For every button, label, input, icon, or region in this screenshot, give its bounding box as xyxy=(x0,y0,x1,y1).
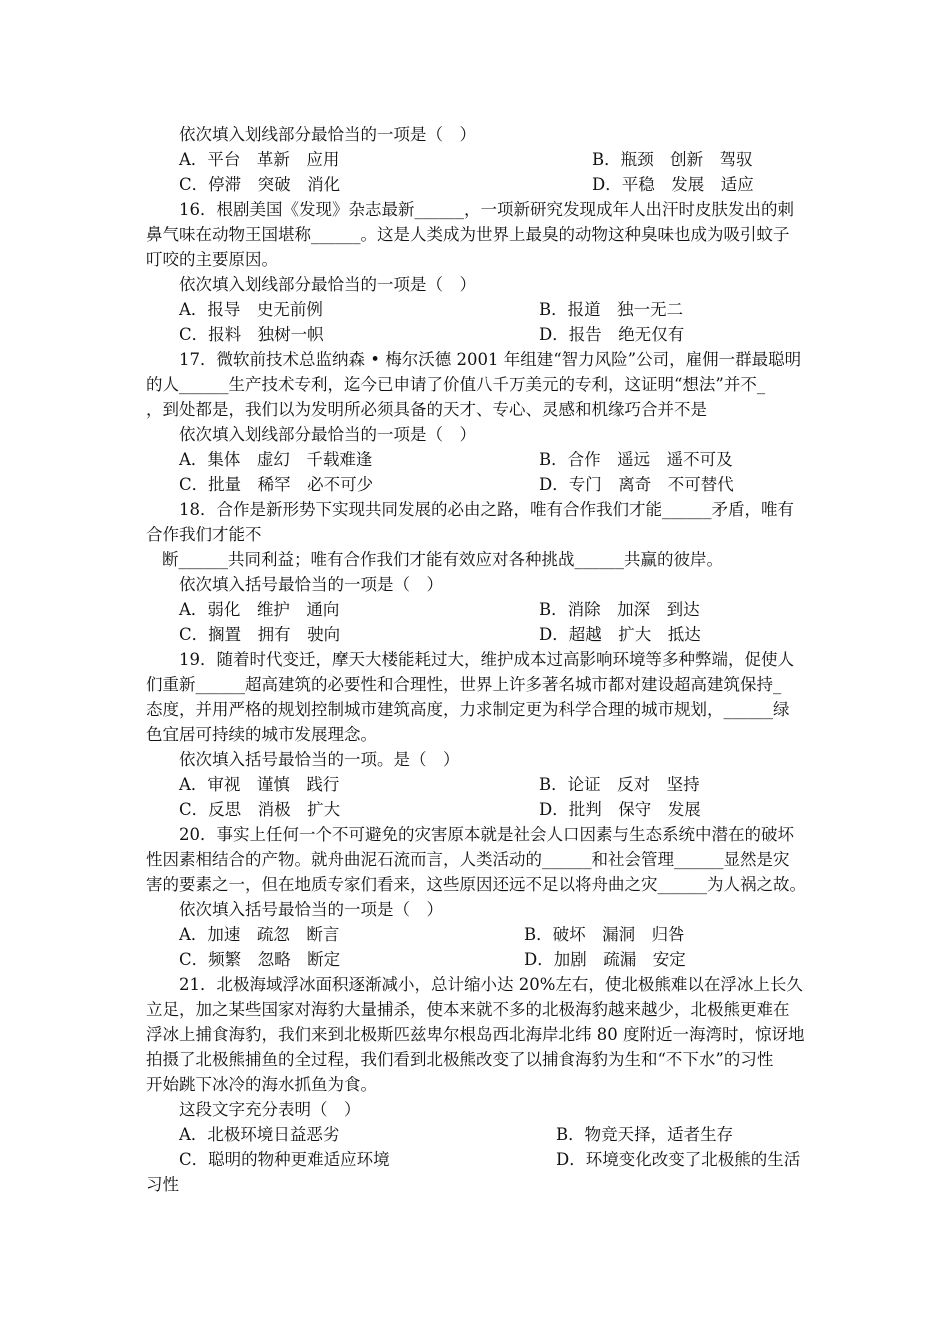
q21-stem-line-2: 立足，加之某些国家对海豹大量捕杀，使本来就不多的北极海豹越来越少，北极熊更难在 xyxy=(146,1000,790,1019)
q20-stem-line-1: 20．事实上任何一个不可避免的灾害原本就是社会人口因素与生态系统中潜在的破坏 xyxy=(179,825,794,844)
q17-option-b: B．合作 遥远 遥不可及 xyxy=(539,450,733,469)
q21-stem-line-3: 浮冰上捕食海豹，我们来到北极斯匹兹卑尔根岛西北海岸北纬 80 度附近一海湾时，惊讶地 xyxy=(146,1025,805,1044)
q15-option-b: B．瓶颈 创新 驾驭 xyxy=(592,150,753,169)
q21-stem-line-5: 开始跳下冰冷的海水抓鱼为食。 xyxy=(146,1075,377,1094)
q19-options-row-2 xyxy=(146,797,814,822)
q17-option-a: A．集体 虚幻 千载难逢 xyxy=(179,450,373,469)
q18-option-c: C．搁置 拥有 驶向 xyxy=(179,625,341,644)
q21-options-row-1 xyxy=(146,1122,814,1147)
q19-option-b: B．论证 反对 坚持 xyxy=(539,775,700,794)
q17-options-row-2 xyxy=(146,472,814,497)
q15-options-row-1 xyxy=(146,147,814,172)
q15-options-row-2 xyxy=(146,172,814,197)
q17-option-c: C．批量 稀罕 必不可少 xyxy=(179,475,374,494)
q19-option-a: A．审视 谨慎 践行 xyxy=(179,775,340,794)
q18-prompt: 依次填入括号最恰当的一项是（ ） xyxy=(179,575,443,594)
q16-option-b: B．报道 独一无二 xyxy=(539,300,684,319)
q19-stem-line-3: 态度，并用严格的规划控制城市建筑高度，力求制定更为科学合理的城市规划，______绿 xyxy=(146,700,790,719)
q17-stem-line-1: 17．微软前技术总监纳森 • 梅尔沃德 2001 年组建“智力风险”公司，雇佣一群最聪明 xyxy=(179,350,802,369)
q21-option-b: B．物竞天择，适者生存 xyxy=(556,1125,734,1144)
q18-option-d: D．超越 扩大 抵达 xyxy=(539,625,701,644)
q18-option-b: B．消除 加深 到达 xyxy=(539,600,700,619)
q17-prompt: 依次填入划线部分最恰当的一项是（ ） xyxy=(179,425,476,444)
q16-options-row-1 xyxy=(146,297,814,322)
q20-prompt: 依次填入括号最恰当的一项是（ ） xyxy=(179,900,443,919)
q15-prompt: 依次填入划线部分最恰当的一项是（ ） xyxy=(179,125,476,144)
q16-option-d: D．报告 绝无仅有 xyxy=(539,325,685,344)
q19-options-row-1 xyxy=(146,772,814,797)
q19-stem-line-1: 19．随着时代变迁，摩天大楼能耗过大，维护成本过高影响环境等多种弊端，促使人 xyxy=(179,650,794,669)
q15-option-d: D．平稳 发展 适应 xyxy=(592,175,754,194)
q17-stem-line-3: ，到处都是，我们以为发明所必须具备的天才、专心、灵感和机缘巧合并不是 xyxy=(146,400,707,419)
q20-option-b: B．破坏 漏洞 归咎 xyxy=(524,925,685,944)
q20-option-c: C．频繁 忽略 断定 xyxy=(179,950,341,969)
q18-stem-line-3: 断______共同利益；唯有合作我们才能有效应对各种挑战______共赢的彼岸。 xyxy=(162,550,723,569)
q18-stem-line-1: 18．合作是新形势下实现共同发展的必由之路，唯有合作我们才能______矛盾，唯有 xyxy=(179,500,794,519)
q20-option-a: A．加速 疏忽 断言 xyxy=(179,925,340,944)
q16-option-c: C．报料 独树一帜 xyxy=(179,325,324,344)
q16-stem-line-3: 叮咬的主要原因。 xyxy=(146,250,278,269)
q16-stem-line-1: 16．根剧美国《发现》杂志最新______，一项新研究发现成年人出汗时皮肤发出的刺 xyxy=(179,200,794,219)
q21-option-a: A．北极环境日益恶劣 xyxy=(179,1125,340,1144)
q21-option-d: D．环境变化改变了北极熊的生活 xyxy=(556,1150,801,1169)
q19-stem-line-4: 色宜居可持续的城市发展理念。 xyxy=(146,725,377,744)
q17-stem-line-2: 的人______生产技术专利，迄今已申请了价值八千万美元的专利，这证明“想法”并不_ xyxy=(146,375,766,394)
q20-stem-line-2: 性因素相结合的产物。就舟曲泥石流而言，人类活动的______和社会管理______显然是灾 xyxy=(146,850,790,869)
q19-option-d: D．批判 保守 发展 xyxy=(539,800,701,819)
q19-stem-line-2: 们重新______超高建筑的必要性和合理性，世界上许多著名城市都对建设超高建筑保持_ xyxy=(146,675,782,694)
q21-option-d-continued: 习性 xyxy=(146,1175,179,1194)
document-body xyxy=(146,122,814,1197)
q18-options-row-1 xyxy=(146,597,814,622)
q16-option-a: A．报导 史无前例 xyxy=(179,300,323,319)
q20-options-row-1 xyxy=(146,922,814,947)
q19-prompt: 依次填入括号最恰当的一项。是（ ） xyxy=(179,750,460,769)
q21-stem-line-4: 拍摄了北极熊捕鱼的全过程，我们看到北极熊改变了以捕食海豹为生和“不下水”的习性 xyxy=(146,1050,774,1069)
q15-option-c: C．停滞 突破 消化 xyxy=(179,175,341,194)
q20-option-d: D．加剧 疏漏 安定 xyxy=(524,950,686,969)
q16-prompt: 依次填入划线部分最恰当的一项是（ ） xyxy=(179,275,476,294)
q16-stem-line-2: 鼻气味在动物王国堪称______。这是人类成为世界上最臭的动物这种臭味也成为吸引蚊子 xyxy=(146,225,790,244)
q18-option-a: A．弱化 维护 通向 xyxy=(179,600,340,619)
q21-option-c: C．聪明的物种更难适应环境 xyxy=(179,1150,390,1169)
q21-prompt: 这段文字充分表明（ ） xyxy=(179,1100,361,1119)
q15-option-a: A．平台 革新 应用 xyxy=(179,150,340,169)
q16-options-row-2 xyxy=(146,322,814,347)
q20-stem-line-3: 害的要素之一，但在地质专家们看来，这些原因还远不足以将舟曲之灾______为人祸之故。 xyxy=(146,875,806,894)
q18-stem-line-2: 合作我们才能不 xyxy=(146,525,262,544)
q17-option-d: D．专门 离奇 不可替代 xyxy=(539,475,734,494)
q18-options-row-2 xyxy=(146,622,814,647)
q20-options-row-2 xyxy=(146,947,814,972)
q19-option-c: C．反思 消极 扩大 xyxy=(179,800,341,819)
q17-options-row-1 xyxy=(146,447,814,472)
q21-options-row-2 xyxy=(146,1147,814,1172)
q21-stem-line-1: 21．北极海域浮冰面积逐渐减小，总计缩小达 20%左右，使北极熊难以在浮冰上长久 xyxy=(179,975,803,994)
